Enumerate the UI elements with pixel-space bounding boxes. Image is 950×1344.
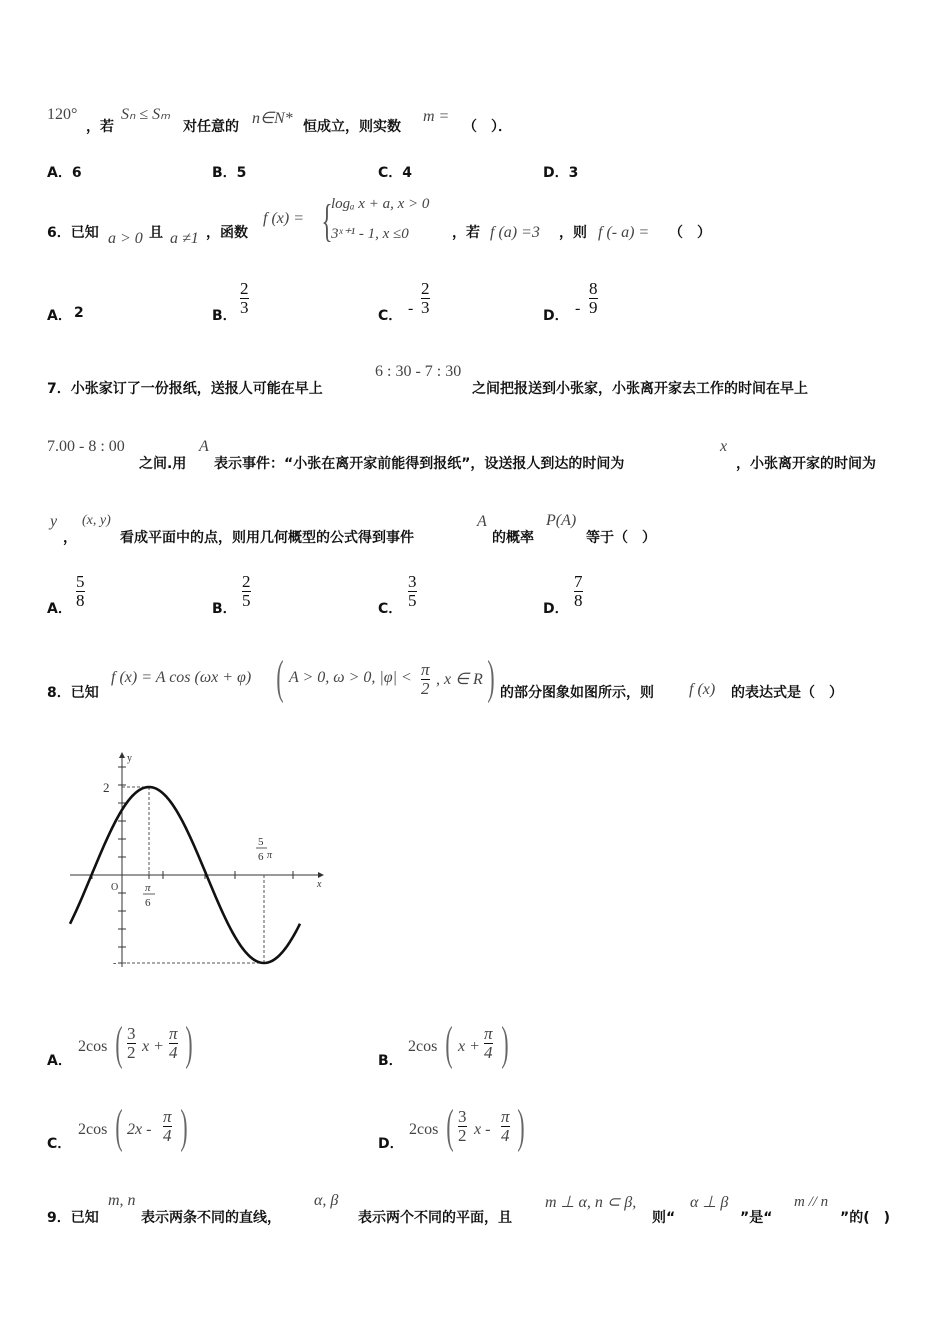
q8-option-d-mid: x - bbox=[474, 1121, 491, 1138]
y-axis-label: y bbox=[127, 753, 132, 764]
x-axis-label: x bbox=[317, 879, 322, 890]
q5-text-2: 对任意的 bbox=[183, 119, 239, 135]
q6-option-b-fraction bbox=[240, 280, 249, 317]
numerator: π bbox=[484, 1024, 493, 1043]
denominator: 4 bbox=[163, 1125, 172, 1145]
q8-option-a-phase bbox=[169, 1025, 178, 1062]
q8-option-c-phase bbox=[163, 1108, 172, 1145]
q6-option-a-value: 2 bbox=[74, 305, 84, 321]
q8-condition-a: A > 0, ω > 0, |φ| < bbox=[289, 669, 412, 686]
q5-option-b[interactable]: B．5 bbox=[212, 165, 247, 181]
numerator: 5 bbox=[76, 572, 85, 591]
angle-value: 120° bbox=[47, 106, 78, 123]
q9-text-5: ”的( ) bbox=[840, 1210, 890, 1226]
origin-label: O bbox=[111, 882, 119, 893]
denominator: 9 bbox=[589, 297, 598, 317]
q8-function: f (x) = A cos (ωx + φ) bbox=[111, 669, 252, 686]
numerator: 7 bbox=[574, 572, 583, 591]
q9-planes: α, β bbox=[314, 1192, 339, 1209]
q8-option-c-mid: 2x - bbox=[127, 1121, 152, 1138]
q8-option-d-label: D． bbox=[378, 1136, 404, 1152]
paren-right: ) bbox=[501, 1017, 509, 1070]
numerator: 3 bbox=[127, 1024, 136, 1043]
numerator: 3 bbox=[408, 572, 417, 591]
q7-x-var: x bbox=[720, 438, 728, 455]
q7-line2-a: 之间.用 bbox=[139, 456, 187, 472]
numerator: 8 bbox=[589, 279, 598, 298]
q7-option-b-label[interactable]: B． bbox=[212, 601, 237, 617]
q5-option-c[interactable]: C．4 bbox=[378, 165, 413, 181]
q6-option-c-fraction bbox=[421, 280, 430, 317]
q7-line1-b: 之间把报送到小张家，小张离开家去工作的时间在早上 bbox=[472, 381, 808, 397]
q7-option-a-fraction bbox=[76, 573, 85, 610]
q8-number: 8．已知 bbox=[47, 685, 99, 701]
denominator: 3 bbox=[240, 297, 249, 317]
q7-line3-a: ， bbox=[63, 530, 77, 546]
q7-option-b-fraction bbox=[242, 573, 251, 610]
q6-f-neg-a: f (- a) = bbox=[598, 224, 650, 241]
q9-text-2: 表示两个不同的平面，且 bbox=[358, 1210, 512, 1226]
q8-option-a-mid: x + bbox=[142, 1038, 164, 1055]
q7-line2-b: 表示事件：“小张在离开家前能得到报纸”，设送报人到达的时间为 bbox=[214, 456, 625, 472]
q6-cond-2: a ≠1 bbox=[170, 230, 199, 247]
denominator: 5 bbox=[408, 590, 417, 610]
q7-option-a-label[interactable]: A． bbox=[47, 601, 72, 617]
piecewise-brace: { bbox=[321, 195, 333, 246]
ymax-label: 2 bbox=[103, 780, 110, 795]
q5-set: n∈N* bbox=[252, 110, 293, 127]
numerator: 2 bbox=[421, 279, 430, 298]
q8-option-a-coef bbox=[127, 1025, 136, 1062]
q6-option-c-label[interactable]: C． bbox=[378, 308, 403, 324]
q6-text-2: ，函数 bbox=[206, 225, 248, 241]
q7-line3-c: 的概率 bbox=[492, 530, 534, 546]
q6-cond-1: a > 0 bbox=[108, 230, 143, 247]
q6-fx: f (x) = bbox=[263, 210, 304, 227]
xtick1-numerator: π bbox=[145, 882, 151, 894]
q7-probability: P(A) bbox=[546, 512, 577, 529]
q6-number: 6．已知 bbox=[47, 225, 99, 241]
xtick2-denominator: 6 bbox=[258, 851, 264, 863]
q6-option-d-label[interactable]: D． bbox=[543, 308, 569, 324]
q8-condition-fraction bbox=[421, 661, 430, 698]
q9-perp: α ⊥ β bbox=[690, 1194, 729, 1211]
denominator: 4 bbox=[484, 1042, 493, 1062]
q6-fa: f (a) =3 bbox=[490, 224, 540, 241]
q9-text-3: 则“ bbox=[652, 1210, 676, 1226]
q8-option-b-func: 2cos bbox=[408, 1038, 438, 1055]
q5-text-1: ，若 bbox=[86, 119, 114, 135]
q7-event-a-2: A bbox=[477, 513, 487, 530]
q5-text-3: 恒成立，则实数 bbox=[303, 119, 401, 135]
q6-option-c-sign: - bbox=[408, 300, 414, 317]
q7-point: (x, y) bbox=[82, 513, 111, 528]
q6-option-d-fraction bbox=[589, 280, 598, 317]
numerator: 2 bbox=[240, 279, 249, 298]
denominator: 8 bbox=[76, 590, 85, 610]
denominator: 4 bbox=[501, 1125, 510, 1145]
denominator: 2 bbox=[421, 678, 430, 698]
denominator: 2 bbox=[127, 1042, 136, 1062]
q8-option-a-label: A． bbox=[47, 1053, 72, 1069]
q8-option-b-label: B． bbox=[378, 1053, 403, 1069]
q5-var: m = bbox=[423, 108, 450, 125]
q7-option-d-label[interactable]: D． bbox=[543, 601, 569, 617]
q7-option-c-label[interactable]: C． bbox=[378, 601, 403, 617]
xtick2-numerator: 5 bbox=[258, 836, 264, 848]
denominator: 4 bbox=[169, 1042, 178, 1062]
q9-lines: m, n bbox=[108, 1192, 136, 1209]
numerator: 2 bbox=[242, 572, 251, 591]
q7-line3-d: 等于（ ） bbox=[586, 530, 656, 546]
q6-text-1: 且 bbox=[149, 225, 163, 241]
q8-option-b-mid: x + bbox=[458, 1038, 480, 1055]
q9-parallel: m // n bbox=[794, 1194, 829, 1210]
denominator: 3 bbox=[421, 297, 430, 317]
q6-text-3: ，若 bbox=[452, 225, 480, 241]
denominator: 2 bbox=[458, 1125, 467, 1145]
q7-line1-a: 7．小张家订了一份报纸，送报人可能在早上 bbox=[47, 381, 323, 397]
q6-text-4: ，则 bbox=[559, 225, 587, 241]
pi-numerator: π bbox=[421, 660, 430, 679]
q8-option-a-func: 2cos bbox=[78, 1038, 108, 1055]
q8-option-c-func: 2cos bbox=[78, 1121, 108, 1138]
q7-time-2: 7.00 - 8 : 00 bbox=[47, 438, 125, 455]
numerator: π bbox=[169, 1024, 178, 1043]
q6-option-d-sign: - bbox=[575, 300, 581, 317]
q5-option-d[interactable]: D．3 bbox=[543, 165, 579, 181]
q8-option-c-label: C． bbox=[47, 1136, 72, 1152]
q9-text-1: 表示两条不同的直线， bbox=[141, 1210, 281, 1226]
denominator: 8 bbox=[574, 590, 583, 610]
q5-condition: Sₙ ≤ Sₘ bbox=[121, 106, 171, 123]
numerator: π bbox=[501, 1107, 510, 1126]
q9-condition: m ⊥ α, n ⊂ β, bbox=[545, 1194, 637, 1211]
q6-text-5: （ ） bbox=[669, 225, 711, 241]
q7-line3-b: 看成平面中的点，则用几何概型的公式得到事件 bbox=[120, 530, 414, 546]
q7-option-c-fraction bbox=[408, 573, 417, 610]
q8-paren-left: ( bbox=[276, 651, 284, 704]
cosine-graph bbox=[65, 745, 330, 975]
q7-y-var: y bbox=[50, 513, 58, 530]
q8-option-d-func: 2cos bbox=[409, 1121, 439, 1138]
q7-event-a: A bbox=[199, 438, 209, 455]
numerator: 3 bbox=[458, 1107, 467, 1126]
xtick1-denominator: 6 bbox=[145, 897, 151, 909]
q6-option-b-label[interactable]: B． bbox=[212, 308, 237, 324]
paren-left: ( bbox=[446, 1100, 454, 1153]
ymin-label: - bbox=[113, 958, 117, 969]
q8-paren-right: ) bbox=[487, 651, 495, 704]
q8-text-1: 的部分图象如图所示，则 bbox=[500, 685, 654, 701]
q7-time-1: 6 : 30 - 7 : 30 bbox=[375, 363, 462, 380]
xtick2-pi: π bbox=[267, 850, 273, 861]
q7-line2-c: ，小张离开家的时间为 bbox=[736, 456, 876, 472]
q8-option-d-coef bbox=[458, 1108, 467, 1145]
paren-left: ( bbox=[115, 1017, 123, 1070]
q9-number: 9．已知 bbox=[47, 1210, 99, 1226]
q6-case-1: logₐ x + a, x > 0 bbox=[331, 196, 430, 212]
paren-right: ) bbox=[185, 1017, 193, 1070]
q8-fx-2: f (x) bbox=[689, 681, 716, 698]
q5-text-4: （ ）． bbox=[463, 119, 512, 135]
q9-text-4: ”是“ bbox=[740, 1210, 773, 1226]
q6-case-2: 3ˣ⁺¹ - 1, x ≤0 bbox=[331, 226, 409, 242]
paren-right: ) bbox=[517, 1100, 525, 1153]
paren-right: ) bbox=[180, 1100, 188, 1153]
q8-text-2: 的表达式是（ ） bbox=[731, 685, 843, 701]
q8-option-d-phase bbox=[501, 1108, 510, 1145]
q8-condition-b: , x ∈ R bbox=[436, 671, 483, 688]
denominator: 5 bbox=[242, 590, 251, 610]
q8-option-b-phase bbox=[484, 1025, 493, 1062]
paren-left: ( bbox=[445, 1017, 453, 1070]
q7-option-d-fraction bbox=[574, 573, 583, 610]
q5-option-a[interactable]: A．6 bbox=[47, 165, 82, 181]
q6-option-a-label[interactable]: A． bbox=[47, 308, 72, 324]
numerator: π bbox=[163, 1107, 172, 1126]
paren-left: ( bbox=[115, 1100, 123, 1153]
